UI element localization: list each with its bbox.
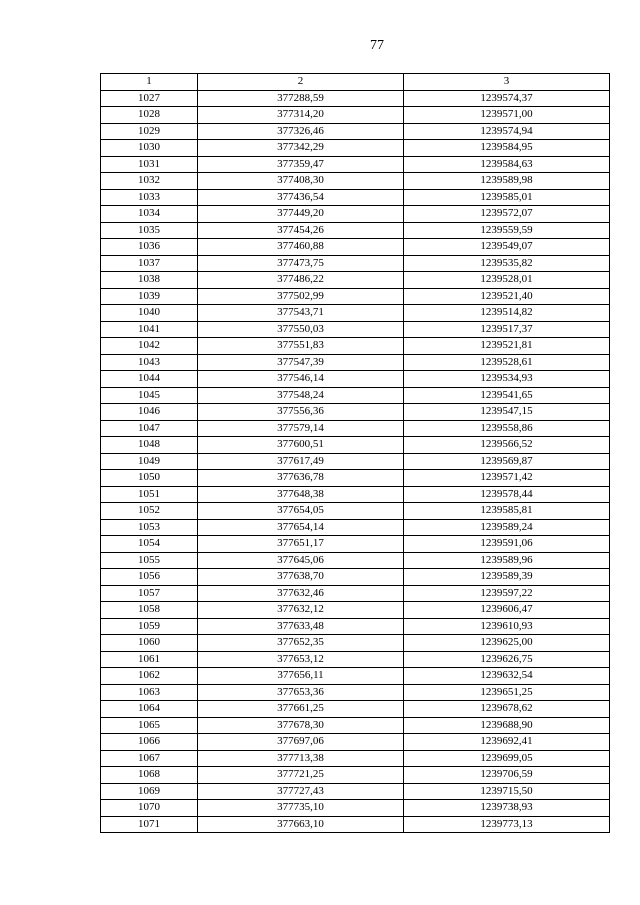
y-coordinate-cell: 1239589,39 xyxy=(404,569,610,586)
x-coordinate-cell: 377547,39 xyxy=(198,354,404,371)
x-coordinate-cell: 377502,99 xyxy=(198,288,404,305)
x-coordinate-cell: 377638,70 xyxy=(198,569,404,586)
point-number-cell: 1029 xyxy=(101,123,198,140)
y-coordinate-cell: 1239574,37 xyxy=(404,90,610,107)
x-coordinate-cell: 377551,83 xyxy=(198,338,404,355)
point-number-cell: 1043 xyxy=(101,354,198,371)
point-number-cell: 1058 xyxy=(101,602,198,619)
table-row xyxy=(101,717,610,734)
y-coordinate-cell: 1239558,86 xyxy=(404,420,610,437)
point-number-cell: 1048 xyxy=(101,437,198,454)
table-row xyxy=(101,321,610,338)
y-coordinate-cell: 1239514,82 xyxy=(404,305,610,322)
point-number-cell: 1027 xyxy=(101,90,198,107)
point-number-cell: 1028 xyxy=(101,107,198,124)
table-row xyxy=(101,470,610,487)
point-number-cell: 1067 xyxy=(101,750,198,767)
y-coordinate-cell: 1239521,40 xyxy=(404,288,610,305)
y-coordinate-cell: 1239535,82 xyxy=(404,255,610,272)
x-coordinate-cell: 377556,36 xyxy=(198,404,404,421)
table-row xyxy=(101,123,610,140)
point-number-cell: 1069 xyxy=(101,783,198,800)
table-row xyxy=(101,701,610,718)
table-row xyxy=(101,206,610,223)
y-coordinate-cell: 1239597,22 xyxy=(404,585,610,602)
point-number-cell: 1033 xyxy=(101,189,198,206)
y-coordinate-cell: 1239572,07 xyxy=(404,206,610,223)
point-number-cell: 1055 xyxy=(101,552,198,569)
x-coordinate-cell: 377326,46 xyxy=(198,123,404,140)
y-coordinate-cell: 1239738,93 xyxy=(404,800,610,817)
y-coordinate-cell: 1239626,75 xyxy=(404,651,610,668)
y-coordinate-cell: 1239699,05 xyxy=(404,750,610,767)
y-coordinate-cell: 1239584,95 xyxy=(404,140,610,157)
point-number-cell: 1037 xyxy=(101,255,198,272)
point-number-cell: 1034 xyxy=(101,206,198,223)
table-row xyxy=(101,767,610,784)
table-row xyxy=(101,453,610,470)
table-row xyxy=(101,222,610,239)
x-coordinate-cell: 377579,14 xyxy=(198,420,404,437)
x-coordinate-cell: 377546,14 xyxy=(198,371,404,388)
table-row xyxy=(101,519,610,536)
point-number-cell: 1062 xyxy=(101,668,198,685)
point-number-cell: 1046 xyxy=(101,404,198,421)
y-coordinate-cell: 1239632,54 xyxy=(404,668,610,685)
y-coordinate-cell: 1239584,63 xyxy=(404,156,610,173)
table-row xyxy=(101,800,610,817)
x-coordinate-cell: 377661,25 xyxy=(198,701,404,718)
x-coordinate-cell: 377713,38 xyxy=(198,750,404,767)
point-number-cell: 1050 xyxy=(101,470,198,487)
point-number-cell: 1063 xyxy=(101,684,198,701)
table-row xyxy=(101,816,610,833)
y-coordinate-cell: 1239517,37 xyxy=(404,321,610,338)
y-coordinate-cell: 1239528,61 xyxy=(404,354,610,371)
table-row xyxy=(101,618,610,635)
y-coordinate-cell: 1239566,52 xyxy=(404,437,610,454)
table-row xyxy=(101,173,610,190)
table-row xyxy=(101,156,610,173)
x-coordinate-cell: 377548,24 xyxy=(198,387,404,404)
x-coordinate-cell: 377342,29 xyxy=(198,140,404,157)
x-coordinate-cell: 377454,26 xyxy=(198,222,404,239)
y-coordinate-cell: 1239589,24 xyxy=(404,519,610,536)
x-coordinate-cell: 377648,38 xyxy=(198,486,404,503)
x-coordinate-cell: 377735,10 xyxy=(198,800,404,817)
y-coordinate-cell: 1239715,50 xyxy=(404,783,610,800)
table-row xyxy=(101,288,610,305)
x-coordinate-cell: 377654,05 xyxy=(198,503,404,520)
y-coordinate-cell: 1239692,41 xyxy=(404,734,610,751)
point-number-cell: 1031 xyxy=(101,156,198,173)
point-number-cell: 1051 xyxy=(101,486,198,503)
y-coordinate-cell: 1239688,90 xyxy=(404,717,610,734)
y-coordinate-cell: 1239571,42 xyxy=(404,470,610,487)
point-number-cell: 1064 xyxy=(101,701,198,718)
x-coordinate-cell: 377663,10 xyxy=(198,816,404,833)
x-coordinate-cell: 377651,17 xyxy=(198,536,404,553)
table-row xyxy=(101,585,610,602)
table-body xyxy=(101,90,610,833)
y-coordinate-cell: 1239773,13 xyxy=(404,816,610,833)
point-number-cell: 1042 xyxy=(101,338,198,355)
x-coordinate-cell: 377600,51 xyxy=(198,437,404,454)
point-number-cell: 1040 xyxy=(101,305,198,322)
y-coordinate-cell: 1239534,93 xyxy=(404,371,610,388)
x-coordinate-cell: 377678,30 xyxy=(198,717,404,734)
page-number: 77 xyxy=(370,38,384,53)
column-header-1: 1 xyxy=(101,74,198,91)
point-number-cell: 1044 xyxy=(101,371,198,388)
y-coordinate-cell: 1239574,94 xyxy=(404,123,610,140)
table-row xyxy=(101,684,610,701)
point-number-cell: 1057 xyxy=(101,585,198,602)
x-coordinate-cell: 377721,25 xyxy=(198,767,404,784)
point-number-cell: 1052 xyxy=(101,503,198,520)
table-row xyxy=(101,90,610,107)
point-number-cell: 1068 xyxy=(101,767,198,784)
table-row xyxy=(101,536,610,553)
table-row xyxy=(101,783,610,800)
table-row xyxy=(101,272,610,289)
y-coordinate-cell: 1239571,00 xyxy=(404,107,610,124)
y-coordinate-cell: 1239651,25 xyxy=(404,684,610,701)
y-coordinate-cell: 1239585,01 xyxy=(404,189,610,206)
table-row xyxy=(101,569,610,586)
table-row xyxy=(101,140,610,157)
table-row xyxy=(101,255,610,272)
point-number-cell: 1071 xyxy=(101,816,198,833)
x-coordinate-cell: 377473,75 xyxy=(198,255,404,272)
x-coordinate-cell: 377645,06 xyxy=(198,552,404,569)
table-row xyxy=(101,107,610,124)
x-coordinate-cell: 377436,54 xyxy=(198,189,404,206)
point-number-cell: 1032 xyxy=(101,173,198,190)
x-coordinate-cell: 377288,59 xyxy=(198,90,404,107)
table-row xyxy=(101,503,610,520)
table-row xyxy=(101,668,610,685)
y-coordinate-cell: 1239625,00 xyxy=(404,635,610,652)
coordinates-table xyxy=(100,73,610,833)
y-coordinate-cell: 1239559,59 xyxy=(404,222,610,239)
point-number-cell: 1045 xyxy=(101,387,198,404)
y-coordinate-cell: 1239549,07 xyxy=(404,239,610,256)
x-coordinate-cell: 377633,48 xyxy=(198,618,404,635)
point-number-cell: 1070 xyxy=(101,800,198,817)
table-row xyxy=(101,371,610,388)
x-coordinate-cell: 377632,12 xyxy=(198,602,404,619)
point-number-cell: 1041 xyxy=(101,321,198,338)
table-header-row xyxy=(101,74,610,91)
table-row xyxy=(101,486,610,503)
y-coordinate-cell: 1239585,81 xyxy=(404,503,610,520)
table-row xyxy=(101,338,610,355)
y-coordinate-cell: 1239541,65 xyxy=(404,387,610,404)
table-row xyxy=(101,420,610,437)
x-coordinate-cell: 377408,30 xyxy=(198,173,404,190)
table-row xyxy=(101,189,610,206)
column-header-3: 3 xyxy=(404,74,610,91)
y-coordinate-cell: 1239528,01 xyxy=(404,272,610,289)
table-row xyxy=(101,387,610,404)
point-number-cell: 1039 xyxy=(101,288,198,305)
y-coordinate-cell: 1239569,87 xyxy=(404,453,610,470)
table-row xyxy=(101,750,610,767)
x-coordinate-cell: 377632,46 xyxy=(198,585,404,602)
point-number-cell: 1065 xyxy=(101,717,198,734)
x-coordinate-cell: 377550,03 xyxy=(198,321,404,338)
point-number-cell: 1047 xyxy=(101,420,198,437)
point-number-cell: 1056 xyxy=(101,569,198,586)
table-row xyxy=(101,552,610,569)
x-coordinate-cell: 377653,12 xyxy=(198,651,404,668)
x-coordinate-cell: 377486,22 xyxy=(198,272,404,289)
x-coordinate-cell: 377449,20 xyxy=(198,206,404,223)
x-coordinate-cell: 377617,49 xyxy=(198,453,404,470)
point-number-cell: 1059 xyxy=(101,618,198,635)
y-coordinate-cell: 1239610,93 xyxy=(404,618,610,635)
table-row xyxy=(101,734,610,751)
point-number-cell: 1049 xyxy=(101,453,198,470)
point-number-cell: 1066 xyxy=(101,734,198,751)
x-coordinate-cell: 377359,47 xyxy=(198,156,404,173)
x-coordinate-cell: 377727,43 xyxy=(198,783,404,800)
x-coordinate-cell: 377636,78 xyxy=(198,470,404,487)
point-number-cell: 1038 xyxy=(101,272,198,289)
y-coordinate-cell: 1239678,62 xyxy=(404,701,610,718)
table-row xyxy=(101,651,610,668)
column-header-2: 2 xyxy=(198,74,404,91)
y-coordinate-cell: 1239606,47 xyxy=(404,602,610,619)
x-coordinate-cell: 377652,35 xyxy=(198,635,404,652)
y-coordinate-cell: 1239578,44 xyxy=(404,486,610,503)
x-coordinate-cell: 377697,06 xyxy=(198,734,404,751)
x-coordinate-cell: 377314,20 xyxy=(198,107,404,124)
point-number-cell: 1060 xyxy=(101,635,198,652)
x-coordinate-cell: 377460,88 xyxy=(198,239,404,256)
x-coordinate-cell: 377654,14 xyxy=(198,519,404,536)
y-coordinate-cell: 1239547,15 xyxy=(404,404,610,421)
y-coordinate-cell: 1239706,59 xyxy=(404,767,610,784)
table-row xyxy=(101,635,610,652)
point-number-cell: 1035 xyxy=(101,222,198,239)
table-row xyxy=(101,404,610,421)
point-number-cell: 1036 xyxy=(101,239,198,256)
point-number-cell: 1061 xyxy=(101,651,198,668)
table-row xyxy=(101,602,610,619)
point-number-cell: 1054 xyxy=(101,536,198,553)
y-coordinate-cell: 1239589,98 xyxy=(404,173,610,190)
point-number-cell: 1053 xyxy=(101,519,198,536)
y-coordinate-cell: 1239521,81 xyxy=(404,338,610,355)
table-row xyxy=(101,305,610,322)
x-coordinate-cell: 377656,11 xyxy=(198,668,404,685)
y-coordinate-cell: 1239589,96 xyxy=(404,552,610,569)
x-coordinate-cell: 377543,71 xyxy=(198,305,404,322)
table-row xyxy=(101,437,610,454)
table-row xyxy=(101,354,610,371)
point-number-cell: 1030 xyxy=(101,140,198,157)
table-row xyxy=(101,239,610,256)
x-coordinate-cell: 377653,36 xyxy=(198,684,404,701)
y-coordinate-cell: 1239591,06 xyxy=(404,536,610,553)
